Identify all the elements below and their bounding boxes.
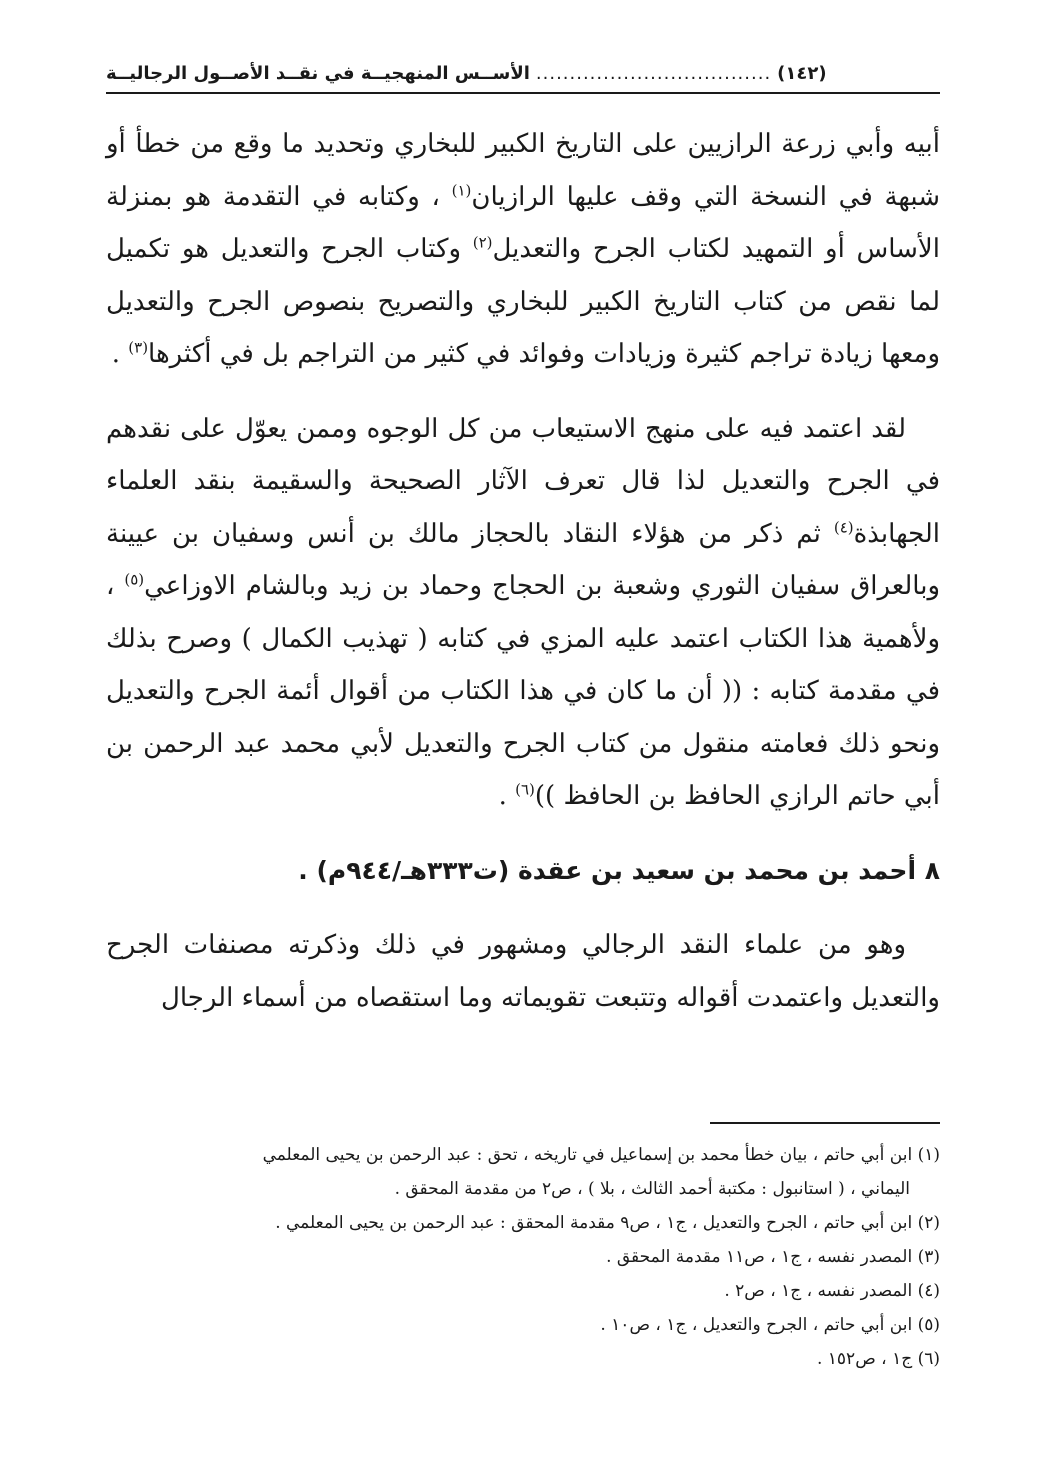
- footnote-reference[interactable]: (٦): [515, 780, 535, 799]
- footnote-reference[interactable]: (٢): [472, 233, 493, 252]
- paragraph-3: [106, 919, 940, 1024]
- footnote-5: (٥) ابن أبي حاتم ، الجرح والتعديل ، ج١ ، ص١٠ .: [600, 1315, 940, 1335]
- text-line: تكميل لما نقص من كتاب التاريخ الكبير للبخاري والتصريح بنصوص الجرح: [106, 234, 940, 317]
- text-line: ، ولأهمية هذا الكتاب اعتمد عليه المزي في كتابه ( تهذيب الكمال ): [106, 571, 941, 654]
- text-line: عبد الرحمن بن أبي حاتم الرازي الحافظ بن الحافظ )): [106, 728, 940, 811]
- text-line: أبيه وأبي زرعة الرازيين على التاريخ الكبير للبخاري وتحديد ما وقع من خطأ: [135, 129, 941, 159]
- paragraph-2: [106, 403, 940, 823]
- text-line: أكثرها: [148, 339, 212, 369]
- text-line: .: [111, 339, 129, 369]
- text-line: والتعديل ومعها زيادة تراجم كثيرة وزيادات وفوائد في كثير من التراجم بل في: [106, 286, 940, 369]
- text-line: والتعديل واعتمدت أقواله وتتبعت تقويماته وما استقصاه من أسماء الرجال: [160, 982, 940, 1013]
- footnote-4: (٤) المصدر نفسه ، ج١ ، ص٢ .: [724, 1281, 940, 1301]
- footnotes: [106, 1138, 940, 1376]
- text-line: الجرح والتعديل ونحو ذلك فعامته منقول من كتاب الجرح والتعديل لأبي محمد: [106, 676, 940, 759]
- running-header: [106, 56, 940, 90]
- text-line: وصرح بذلك في مقدمة كتابه : (( أن ما كان في هذا الكتاب من أقوال أئمة: [106, 623, 940, 706]
- text-line: في الجرح والتعديل لذا قال تعرف الآثار الصحيحة والسقيمة بنقد العلماء: [106, 466, 940, 496]
- footnote-reference[interactable]: (٤): [833, 517, 854, 536]
- footnote-reference[interactable]: (٣): [128, 338, 149, 357]
- footnote-1: (١) ابن أبي حاتم ، بيان خطأ محمد بن إسماعيل في تاريخه ، تحق : عبد الرحمن بن يحيى المعلمي: [262, 1145, 940, 1165]
- text-line: الأساس أو التمهيد لكتاب الجرح والتعديل: [492, 234, 940, 264]
- main-text: [106, 118, 940, 1024]
- page-number: (١٤٢): [777, 62, 827, 84]
- text-line: الاوزاعي: [144, 571, 236, 601]
- header-rule: [106, 92, 940, 94]
- book-page: [106, 40, 940, 1460]
- paragraph-1: [106, 118, 940, 381]
- running-title: الأســس المنهجيــة في نقــد الأصــول الرجاليــة: [106, 62, 530, 84]
- text-line: وكتاب الجرح والتعديل هو: [181, 234, 473, 264]
- text-line: الجهابذة: [853, 518, 940, 549]
- text-line: ، وكتابه في التقدمة هو بمنزلة: [106, 181, 452, 212]
- text-line: ثم ذكر من هؤلاء النقاد بالحجاز مالك بن أنس وسفيان بن عيينة: [106, 518, 834, 549]
- footnote-6: (٦) ج١ ، ص١٥٢ .: [816, 1349, 940, 1369]
- footnote-3: (٣) المصدر نفسه ، ج١ ، ص١١ مقدمة المحقق .: [606, 1247, 940, 1267]
- footnote-reference[interactable]: (٥): [124, 570, 145, 589]
- text-line: لقد اعتمد فيه على منهج الاستيعاب من كل الوجوه وممن يعوّل على نقدهم: [106, 413, 906, 444]
- text-line: .: [498, 781, 516, 811]
- text-line: وهو من علماء النقد الرجالي ومشهور في ذلك وذكرته مصنفات الجرح: [106, 930, 906, 960]
- footnote-separator: [710, 1122, 940, 1124]
- text-line: وبالعراق سفيان الثوري وشعبة بن الحجاج وحماد بن زيد وبالشام: [245, 571, 940, 601]
- section-heading: ٨ أحمد بن محمد بن سعيد بن عقدة (ت٣٣٣هـ/٩٤٤م) .: [298, 855, 940, 885]
- text-line: أو شبهة في النسخة التي وقف عليها الرازيان: [106, 129, 940, 212]
- footnote-reference[interactable]: (١): [451, 180, 472, 199]
- header-dot-leader: ...................................: [535, 62, 772, 84]
- footnote-1-continuation: اليماني ، ( استانبول : مكتبة أحمد الثالث ، بلا ) ، ص٢ من مقدمة المحقق .: [394, 1179, 910, 1199]
- footnote-2: (٢) ابن أبي حاتم ، الجرح والتعديل ، ج١ ، ص٩ مقدمة المحقق : عبد الرحمن بن يحيى المعلمي .: [275, 1213, 940, 1233]
